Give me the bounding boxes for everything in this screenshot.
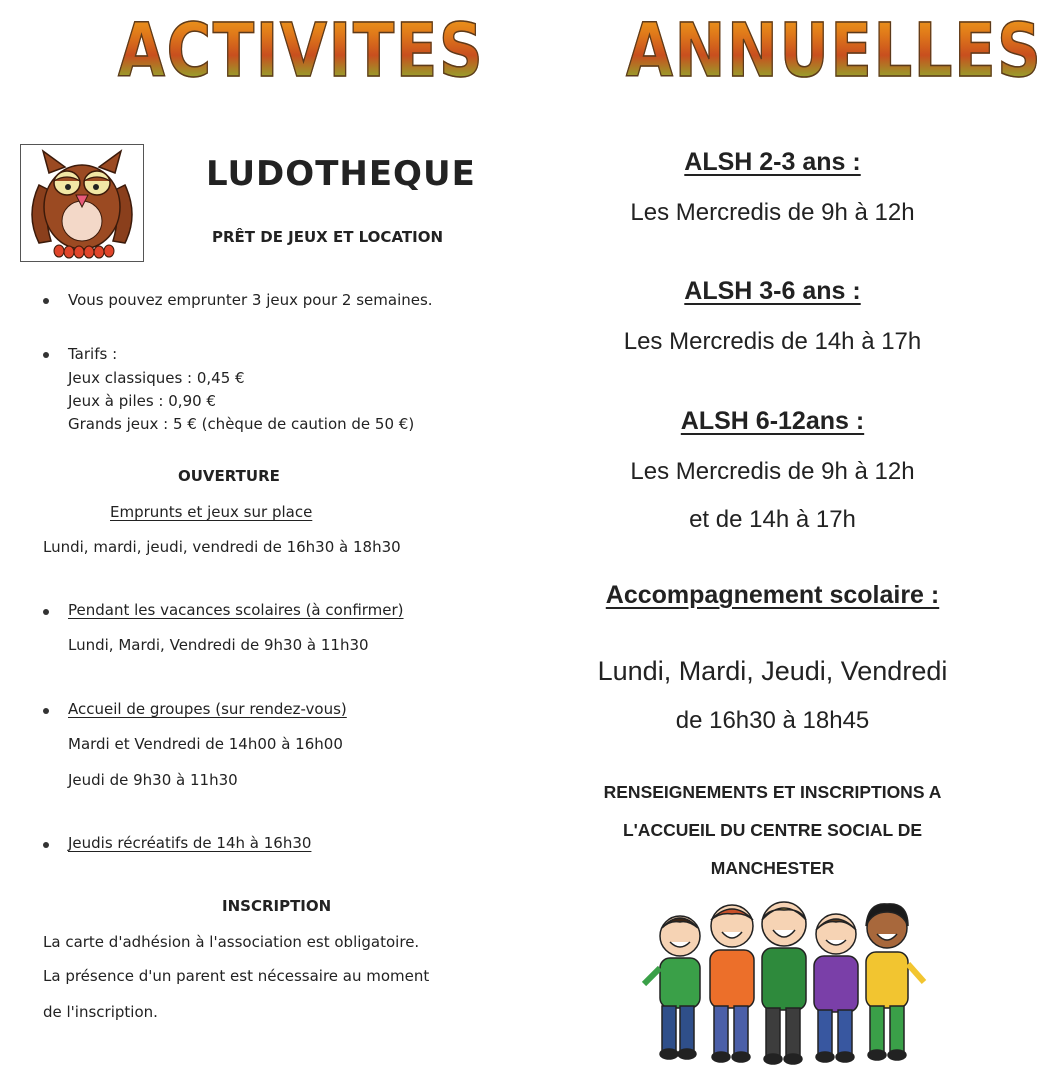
children-icon	[640, 898, 930, 1066]
groupes-label: Accueil de groupes (sur rendez-vous)	[68, 700, 347, 718]
bullet-dot	[43, 352, 49, 358]
alsh-2-3-title: ALSH 2-3 ans :	[684, 148, 861, 176]
alsh-2-3-time: Les Mercredis de 9h à 12h	[630, 199, 915, 226]
ludotheque-title: LUDOTHEQUE	[206, 154, 476, 194]
groupes-hours: Jeudi de 9h30 à 11h30	[68, 771, 238, 789]
ludotheque-subtitle: PRÊT DE JEUX ET LOCATION	[212, 228, 444, 246]
accompagnement-time: de 16h30 à 18h45	[675, 707, 870, 734]
inscription-line: La présence d'un parent est nécessaire au moment	[43, 967, 430, 985]
info-line: L'ACCUEIL DU CENTRE SOCIAL DE	[622, 820, 923, 840]
alsh-3-6-time: Les Mercredis de 14h à 17h	[623, 328, 922, 355]
alsh-6-12-time: et de 14h à 17h	[689, 506, 856, 533]
ouverture-heading: OUVERTURE	[178, 467, 280, 485]
borrow-rule-text: Vous pouvez emprunter 3 jeux pour 2 semaines.	[68, 291, 433, 309]
tarif-line: Grands jeux : 5 € (chèque de caution de 50 €)	[68, 415, 415, 433]
info-line: RENSEIGNEMENTS ET INSCRIPTIONS A	[603, 782, 942, 802]
tarifs-label: Tarifs :	[68, 345, 118, 363]
tarif-line: Jeux à piles : 0,90 €	[68, 392, 216, 410]
bullet-dot	[43, 609, 49, 615]
inscription-heading: INSCRIPTION	[222, 897, 332, 915]
vacances-label: Pendant les vacances scolaires (à confirmer)	[68, 601, 404, 619]
bullet-dot	[43, 842, 49, 848]
owl-image-frame	[20, 144, 144, 262]
alsh-6-12-title: ALSH 6-12ans :	[680, 407, 865, 435]
accompagnement-days: Lundi, Mardi, Jeudi, Vendredi	[597, 656, 948, 686]
groupes-hours: Mardi et Vendredi de 14h00 à 16h00	[68, 735, 343, 753]
title-annuelles: ANNUELLES	[626, 8, 1043, 94]
bullet-dot	[43, 298, 49, 304]
owl-icon	[21, 145, 143, 261]
children-illustration	[640, 898, 930, 1066]
emprunts-hours: Lundi, mardi, jeudi, vendredi de 16h30 à 18h30	[43, 538, 401, 556]
inscription-line: de l'inscription.	[43, 1003, 158, 1021]
bullet-dot	[43, 708, 49, 714]
tarif-line: Jeux classiques : 0,45 €	[68, 369, 245, 387]
accompagnement-title: Accompagnement scolaire :	[605, 581, 940, 609]
title-activites: ACTIVITES	[118, 8, 485, 94]
emprunts-label: Emprunts et jeux sur place	[110, 503, 313, 521]
info-line: MANCHESTER	[710, 858, 835, 878]
alsh-3-6-title: ALSH 3-6 ans :	[684, 277, 861, 305]
jeudis-label: Jeudis récréatifs de 14h à 16h30	[68, 834, 312, 852]
inscription-line: La carte d'adhésion à l'association est obligatoire.	[43, 933, 420, 951]
alsh-6-12-time: Les Mercredis de 9h à 12h	[630, 458, 915, 485]
vacances-hours: Lundi, Mardi, Vendredi de 9h30 à 11h30	[68, 636, 369, 654]
